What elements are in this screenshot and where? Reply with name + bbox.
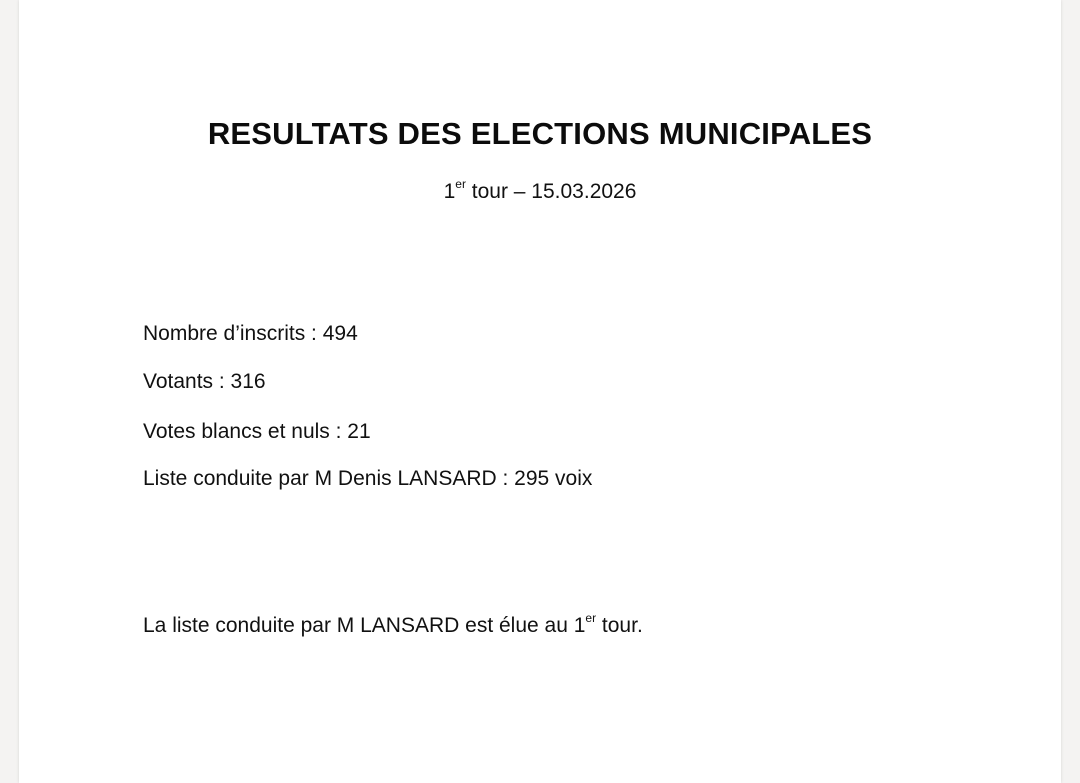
election-round-date bbox=[19, 177, 1061, 204]
registered-voters: Nombre d’inscrits : 494 bbox=[143, 322, 358, 345]
round-ordinal-superscript: er bbox=[455, 177, 466, 191]
list-result: Liste conduite par M Denis LANSARD : 295 voix bbox=[143, 467, 593, 490]
round-date: tour – 15.03.2026 bbox=[465, 180, 637, 203]
page-title: RESULTATS DES ELECTIONS MUNICIPALES bbox=[207, 116, 873, 151]
election-conclusion bbox=[143, 611, 643, 638]
voters-count: Votants : 316 bbox=[143, 370, 266, 393]
conclusion-ordinal-superscript: er bbox=[585, 611, 597, 625]
round-number: 1 bbox=[443, 180, 456, 203]
conclusion-end: tour. bbox=[596, 614, 643, 637]
conclusion-text: La liste conduite par M LANSARD est élue au 1 bbox=[143, 614, 586, 637]
document-page bbox=[19, 0, 1061, 783]
blank-null-votes: Votes blancs et nuls : 21 bbox=[143, 420, 371, 443]
